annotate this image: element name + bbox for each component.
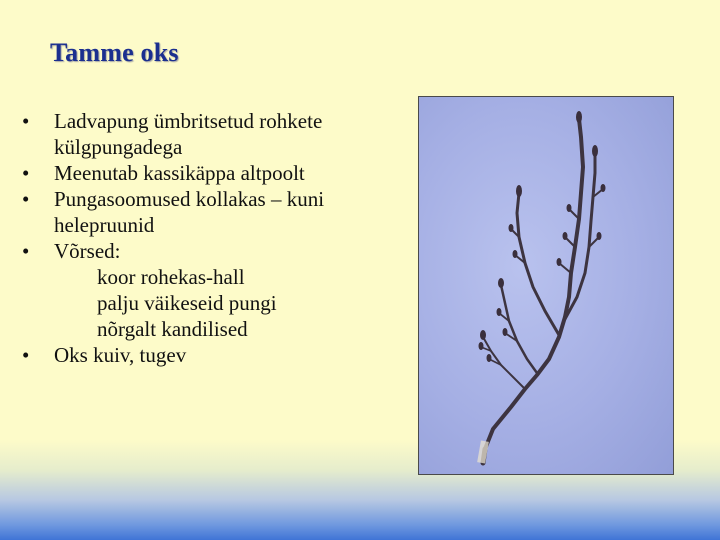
bullet-text: Oks kuiv, tugev	[54, 343, 187, 367]
sub-bullet-text: palju väikeseid pungi	[97, 291, 277, 315]
bullet-text: helepruunid	[54, 213, 155, 237]
bullet-item	[22, 342, 402, 368]
bullet-dot: •	[22, 239, 30, 263]
bullet-dot: •	[22, 187, 30, 211]
bullet-item	[22, 238, 402, 342]
bullet-text: Pungasoomused kollakas – kuni	[54, 187, 325, 211]
sub-bullet-text: koor rohekas-hall	[97, 265, 245, 289]
oak-twig-illustration	[419, 97, 673, 474]
bullet-item	[22, 108, 402, 160]
oak-twig-photo	[418, 96, 674, 475]
bullet-dot: •	[22, 161, 30, 185]
slide-title: Tamme oks	[50, 38, 179, 67]
bullet-list	[22, 108, 402, 368]
bullet-dot: •	[22, 343, 30, 367]
sub-bullet-text: nõrgalt kandilised	[97, 317, 248, 341]
bullet-text: Meenutab kassikäppa altpoolt	[54, 161, 305, 185]
bullet-text: Võrsed:	[54, 239, 121, 263]
bullet-text: külgpungadega	[54, 135, 183, 159]
bullet-text: Ladvapung ümbritsetud rohkete	[54, 109, 323, 133]
bullet-item	[22, 186, 402, 238]
bullet-item	[22, 160, 402, 186]
bullet-dot: •	[22, 109, 30, 133]
